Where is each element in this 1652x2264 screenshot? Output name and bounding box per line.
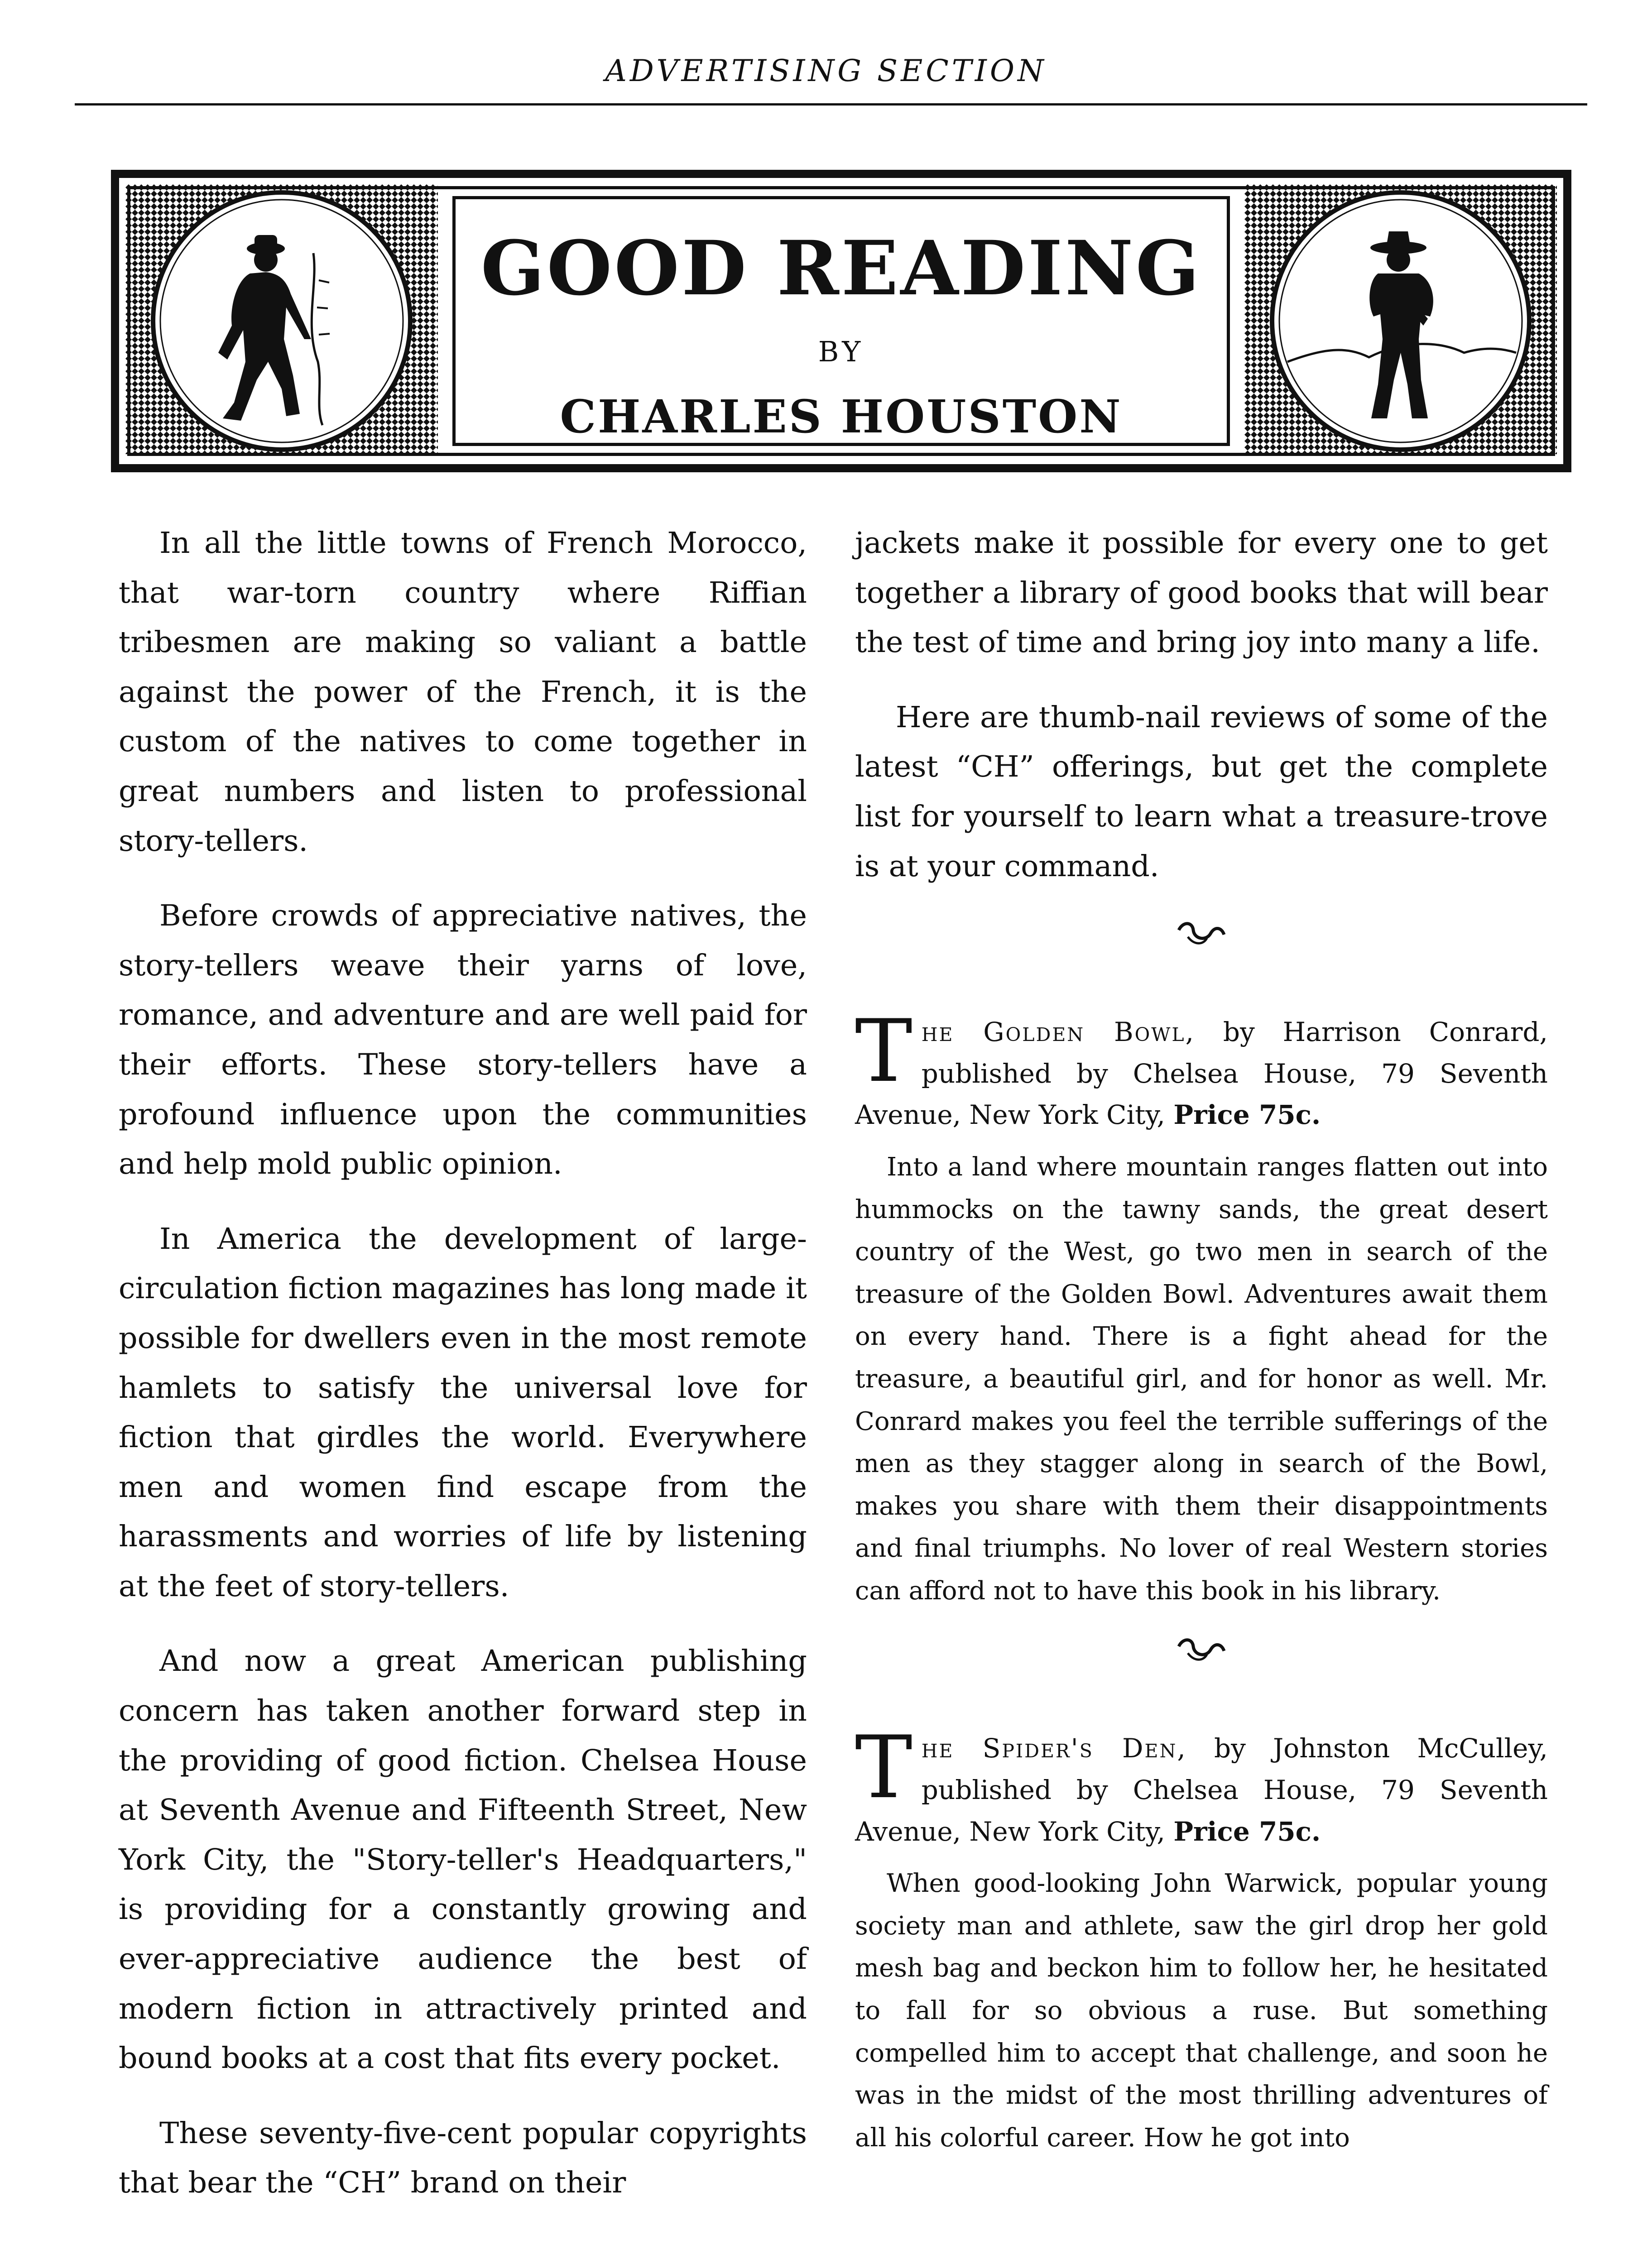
left-column: [119, 518, 807, 2233]
article-paragraph: And now a great American publishing concern has taken another forward step in the providing of good fiction. Chelsea House at Seventh Avenue and Fifteenth Street, New York City, the "Story-teller's Headquarters," is providing for a constantly growing and ever-appreciative audience the best of modern fiction in attractively printed and bound books at a cost that fits every pocket.: [119, 1644, 807, 2076]
review-title: he Golden Bowl,: [921, 1017, 1196, 1048]
article-paragraph: jackets make it possible for every one to get together a library of good books that will bear the test of time and bring joy into many a life.: [855, 526, 1548, 660]
article-paragraph: These seventy-five-cent popular copyrights that bear the “CH” brand on their: [119, 2116, 807, 2200]
review-byline: by Harrison Conrard, published by Chelsea House, 79 Seventh Avenue, New York City,: [855, 1017, 1548, 1131]
ornament-icon: [1174, 1633, 1229, 1669]
right-medallion-area: [1244, 184, 1557, 458]
running-head: ADVERTISING SECTION: [605, 53, 1047, 88]
review-body: When good-looking John Warwick, popular young society man and athlete, saw the girl drop her gold mesh bag and beckon him to follow her, he hesitated to fall for so obvious a ruse. But something compelled him to accept that challenge, and soon he was in the midst of the most thrilling adventures of all his colorful career. How he got into: [855, 1869, 1548, 2153]
article-paragraph: Here are thumb-nail reviews of some of the latest “CH” offerings, but get the complete list for yourself to learn what a treasure-trove is at your command.: [855, 700, 1548, 883]
review-price: Price 75c.: [1173, 1099, 1321, 1131]
banner-author: CHARLES HOUSTON: [560, 390, 1123, 443]
title-banner: [111, 170, 1571, 472]
review-golden-bowl: [855, 1001, 1548, 1612]
banner-by: BY: [818, 335, 864, 368]
walking-man-silhouette-icon: [150, 190, 413, 452]
article-paragraph: In America the development of large-circulation fiction magazines has long made it possible for dwellers even in the most remote hamlets to satisfy the universal love for fiction that girdles the world. Everywhere men and women find escape from the harassments and worries of life by listening at the feet of story-tellers.: [119, 1222, 807, 1603]
right-column: [855, 518, 1548, 2180]
ornament-icon: [1174, 916, 1229, 953]
left-medallion-area: [125, 184, 438, 458]
article-paragraph: In all the little towns of French Morocco, that war-torn country where Riffian tribesmen are making so valiant a battle against the power of the French, it is the custom of the natives to come together in great numbers and listen to professional story-tellers.: [119, 526, 807, 858]
drop-cap: T: [855, 1001, 912, 1102]
review-byline: by Johnston McCulley, published by Chelsea House, 79 Seventh Avenue, New York City,: [855, 1733, 1548, 1847]
review-body: Into a land where mountain ranges flatten out into hummocks on the tawny sands, the great desert country of the West, go two men in search of the treasure of the Golden Bowl. Adventures await them on every hand. There is a fight ahead for the treasure, a beautiful girl, and for honor as well. Mr. Conrard makes you feel the terrible sufferings of the men as they stagger along in search of the Bowl, makes you share with them their disappointments and final triumphs. No lover of real Western stories can afford not to have this book in his library.: [855, 1152, 1548, 1606]
article-paragraph: Before crowds of appreciative natives, the story-tellers weave their yarns of love, romance, and adventure and are well paid for their efforts. These story-tellers have a profound influence upon the communities and help mold public opinion.: [119, 899, 807, 1181]
drop-cap: T: [855, 1717, 912, 1818]
banner-background: [119, 178, 1563, 464]
title-panel: [452, 196, 1230, 446]
review-title: he Spider's Den,: [921, 1733, 1187, 1764]
review-heading: [855, 1717, 1548, 1852]
section-ornament: [855, 916, 1548, 957]
review-spiders-den: [855, 1717, 1548, 2159]
header-rule: [75, 103, 1587, 106]
review-price: Price 75c.: [1173, 1816, 1321, 1847]
section-ornament: [855, 1633, 1548, 1674]
review-heading: [855, 1001, 1548, 1136]
cowboy-silhouette-icon: [1269, 190, 1532, 452]
banner-title: GOOD READING: [480, 224, 1202, 312]
